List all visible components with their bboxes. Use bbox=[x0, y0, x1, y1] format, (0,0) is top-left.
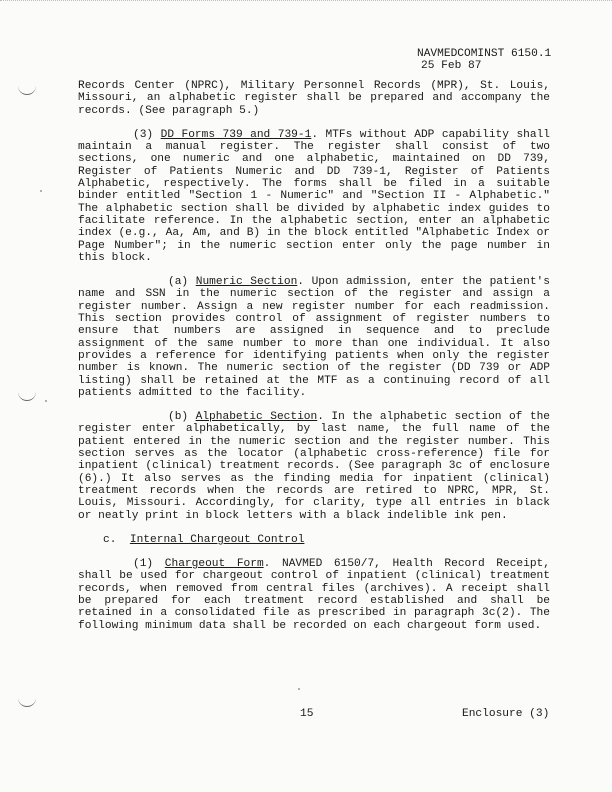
paragraph-title: Alphabetic Section bbox=[195, 411, 318, 424]
document-body bbox=[78, 80, 550, 644]
paragraph-chargeout-form bbox=[78, 558, 550, 632]
scan-edge-line bbox=[0, 0, 612, 3]
paragraph-dd-forms bbox=[78, 129, 550, 264]
paragraph-text: . Upon admission, enter the patient's name and SSN in the numeric section of the register and assign a register number. Assign a new register number for each readmission. This section provides control of assignment of register numbers to ensure that numbers are assigned in sequence and to preclude assignment of the same number to more than one individual. It also provides a reference for identifying patients when only the register number is known. The numeric section of the register (DD 739 or ADP listing) shall be retained at the MTF as a continuing record of all patients admitted to the facility. bbox=[78, 276, 550, 399]
paragraph-text: Records Center (NPRC), Military Personnel Records (MPR), St. Louis, Missouri, an alphabetic register shall be prepared and accompany the records. (See paragraph 5.) bbox=[78, 80, 550, 117]
page-number: 15 bbox=[300, 708, 314, 720]
paragraph-number: (3) bbox=[133, 128, 154, 141]
paragraph-text: . In the alphabetic section of the register enter alphabetically, by last name, the full name of the patient entered in the numeric section and the register number. This section serves as the locator (alphabetic cross-reference) file for inpatient (clinical) treatment records. (See paragraph 3c of enclosure (6).) It also serves as the finding media for inpatient (clinical) treatment records when the records are retired to NPRC, MPR, St. Louis, Missouri. Accordingly, for clarity, type all entries in black or neatly print in block letters with a black indelible ink pen. bbox=[78, 411, 550, 522]
binder-hole-mark bbox=[18, 392, 36, 401]
paragraph-text: . MTFs without ADP capability shall maintain a manual register. The register shall consist of two sections, one numeric and one alphabetic, maintained on DD 739, Register of Patients Numeric and DD 739-1, Register of Patients Alphabetic, respectively. The forms shall be filed in a suitable binder entitled "Section 1 - Numeric" and "Section II - Alphabetic." The alphabetic section shall be divided by alphabetic index guides to facilitate reference. In the alphabetic section, enter an alphabetic index (e.g., Aa, Am, and B) in the block entitled "Alphabetic Index or Page Number"; in the numeric section enter only the page number in this block. bbox=[78, 128, 551, 264]
paragraph-number: (b) bbox=[168, 411, 189, 424]
binder-hole-mark bbox=[18, 86, 36, 95]
scan-speck bbox=[40, 190, 42, 192]
paragraph-title: Numeric Section bbox=[195, 276, 298, 289]
paragraph-alphabetic-section bbox=[78, 411, 550, 522]
document-date: 25 Feb 87 bbox=[421, 60, 482, 72]
scan-speck bbox=[298, 688, 300, 690]
enclosure-label: Enclosure (3) bbox=[462, 708, 550, 720]
paragraph-title: DD Forms 739 and 739-1 bbox=[160, 128, 312, 141]
document-id: NAVMEDCOMINST 6150.1 bbox=[417, 48, 552, 60]
binder-hole-mark bbox=[18, 698, 36, 707]
paragraph-number: (a) bbox=[168, 276, 189, 289]
paragraph-continuation bbox=[78, 80, 550, 117]
scan-speck bbox=[45, 400, 47, 402]
subsection-heading bbox=[78, 534, 550, 546]
paragraph-title: Chargeout Form bbox=[164, 558, 264, 571]
paragraph-text: . NAVMED 6150/7, Health Record Receipt, shall be used for chargeout control of inpatient (clinical) treatment records, when removed from central files (archives). A receipt shall be prepared for each treatment record established and shall be retained in a consolidated file as prescribed in paragraph 3c(2). The following minimum data shall be recorded on each chargeout form used. bbox=[78, 558, 550, 632]
paragraph-numeric-section bbox=[78, 276, 550, 399]
page-header bbox=[417, 48, 607, 72]
subsection-label: c. bbox=[103, 533, 117, 546]
subsection-title: Internal Chargeout Control bbox=[129, 533, 305, 546]
paragraph-number: (1) bbox=[133, 558, 154, 571]
